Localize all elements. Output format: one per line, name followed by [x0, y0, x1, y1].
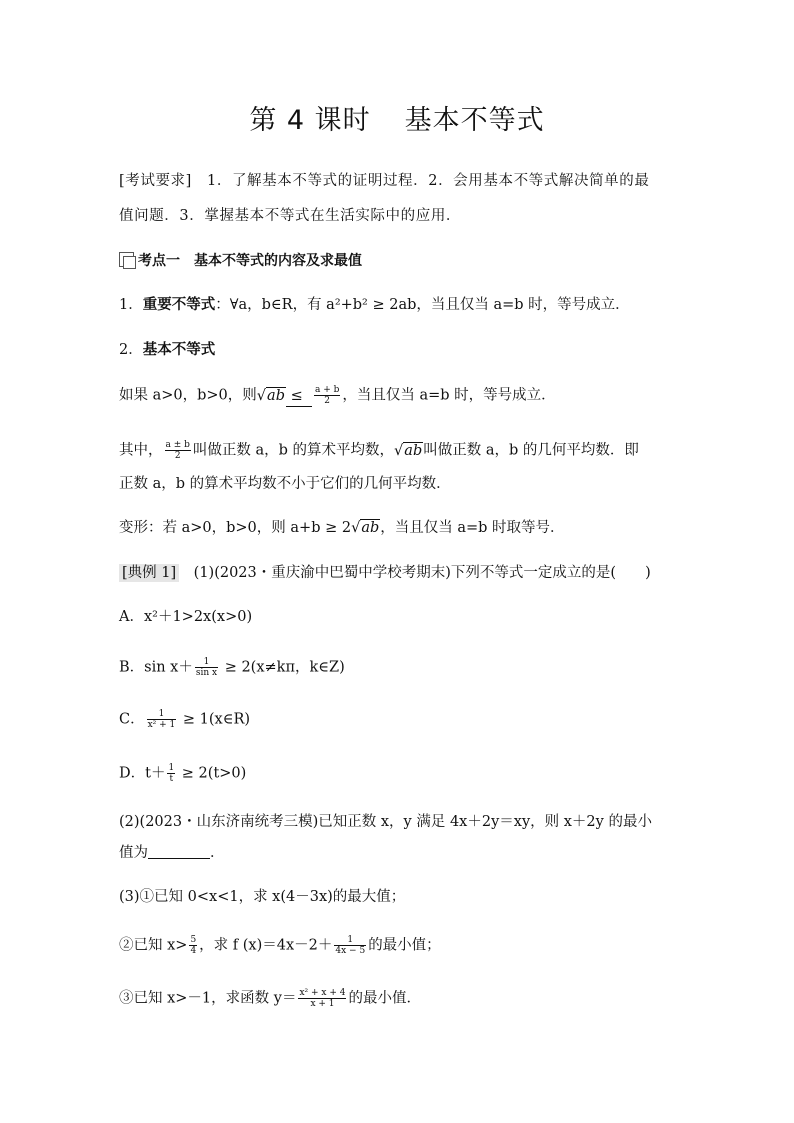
example-question-1: [典例 1] (1)(2023・重庆渝中巴蜀中学校考期末)下列不等式一定成立的是( ) [119, 563, 651, 583]
item-1: 1．重要不等式：∀a，b∈R，有 a²+b² ≥ 2ab，当且仅当 a=b 时，等号成立． [119, 297, 630, 313]
option-a: A．x²＋1>2x(x>0) [119, 609, 253, 625]
lesson-label: 第 4 课时 [249, 105, 371, 136]
fraction: $\frac{1}{\text{sin x}}$ [195, 657, 218, 678]
example-question-2-line-1: (2)(2023・山东济南统考三模)已知正数 x，y 满足 4x＋2y＝xy，则 x＋2y 的最小 [119, 814, 652, 830]
fraction: $\frac{\text{x² + x + 4}}{x + 1}$ [299, 988, 346, 1009]
section-heading: 考点一 基本不等式的内容及求最值 [119, 251, 362, 271]
answer-blank[interactable] [148, 844, 210, 859]
fraction: $\frac{1}{t}$ [168, 763, 175, 784]
option-d: D．t＋ $\frac{1}{t}$ ≥ 2(t>0) [119, 763, 247, 784]
sqrt-expression: √ab [394, 442, 423, 459]
section-marker-icon [119, 252, 134, 267]
requirements-line-2: 值问题．3．掌握基本不等式在生活实际中的应用． [119, 208, 462, 224]
page-title [0, 98, 794, 137]
topic-label: 基本不等式 [404, 105, 545, 136]
fraction: $\frac{a + b}{2}$ [314, 385, 340, 406]
option-b: B．sin x＋ $\frac{1}{\text{sin x}}$ ≥ 2(x≠kπ，k∈Z) [119, 657, 345, 678]
fraction: $\frac{5}{4}$ [190, 935, 197, 956]
mean-definition-line-2: 正数 a，b 的算术平均数不小于它们的几何平均数． [119, 476, 451, 492]
option-c: C． $\frac{1}{\text{x² + 1}}$ ≥ 1(x∈R) [119, 709, 251, 730]
mean-definition-line-1: 其中， $\frac{a \pm b}{2}$ 叫做正数 a，b 的算术平均数，√ab叫做正数 a，b 的几何平均数．即 [119, 440, 639, 461]
basic-inequality-statement: 如果 a>0，b>0，则√ab ≤ $\frac{a + b}{2}$ ，当且仅当 a=b 时，等号成立． [119, 385, 556, 406]
fraction: $\frac{1}{\text{x² + 1}}$ [147, 709, 176, 730]
example-question-3-3: ③已知 x>－1，求函数 y＝ $\frac{\text{x² + x + 4}}{x + 1}$ 的最小值． [119, 988, 421, 1009]
item-2: 2．基本不等式 [119, 342, 216, 358]
blank-underline: ≤ [286, 386, 312, 407]
requirements-tag: [考试要求] [119, 173, 192, 189]
sqrt-expression: √ab [256, 387, 285, 404]
example-tag: [典例 1] [119, 564, 179, 582]
variant-statement: 变形：若 a>0，b>0，则 a+b ≥ 2√ab，当且仅当 a=b 时取等号． [119, 520, 565, 536]
example-question-3-1: (3)①已知 0<x<1，求 x(4－3x)的最大值； [119, 889, 406, 905]
fraction: $\frac{a \pm b}{2}$ [165, 440, 190, 461]
sqrt-expression: √ab [351, 520, 380, 536]
example-question-2-line-2: 值为 ． [119, 845, 225, 861]
example-question-3-2: ②已知 x> $\frac{5}{4}$ ，求 f (x)＝4x－2＋ $\frac{1}{4x - 5}$ 的最小值； [119, 935, 441, 956]
fraction: $\frac{1}{4x - 5}$ [335, 935, 366, 956]
requirements-line-1: [考试要求] 1．了解基本不等式的证明过程．2．会用基本不等式解决简单的最 [119, 173, 650, 189]
